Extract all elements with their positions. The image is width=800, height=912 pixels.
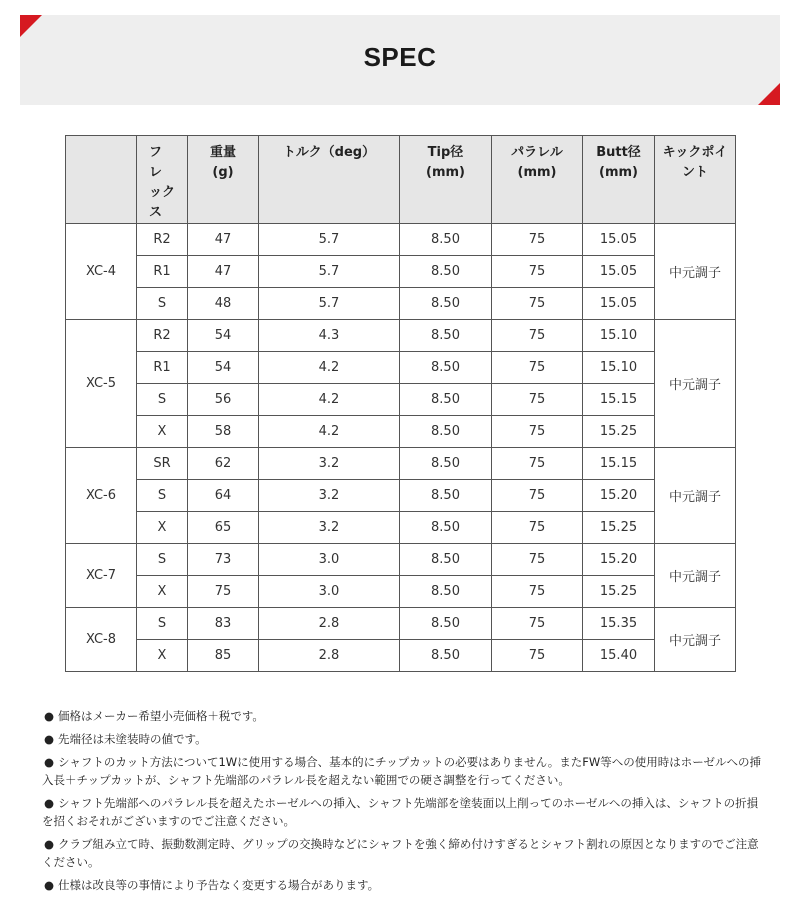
bullet-icon: ● xyxy=(44,837,55,851)
torque-cell: 3.0 xyxy=(259,544,400,576)
parallel-cell: 75 xyxy=(492,288,583,320)
page-title: SPEC xyxy=(363,42,437,72)
flex-cell: X xyxy=(137,640,188,672)
butt-cell: 15.10 xyxy=(583,352,655,384)
bullet-icon: ● xyxy=(44,796,55,810)
flex-cell: S xyxy=(137,544,188,576)
table-row xyxy=(66,320,736,352)
model-cell: XC-7 xyxy=(66,544,137,608)
note-text: 仕様は改良等の事情により予告なく変更する場合があります。 xyxy=(58,878,380,892)
note-item xyxy=(42,794,762,830)
parallel-cell: 75 xyxy=(492,480,583,512)
weight-cell: 56 xyxy=(188,384,259,416)
torque-cell: 2.8 xyxy=(259,608,400,640)
flex-cell: X xyxy=(137,416,188,448)
corner-accent-top-left xyxy=(20,15,42,37)
tip-cell: 8.50 xyxy=(400,256,492,288)
model-cell: XC-5 xyxy=(66,320,137,448)
parallel-cell: 75 xyxy=(492,448,583,480)
butt-cell: 15.20 xyxy=(583,544,655,576)
header-flex: フ レ ックス xyxy=(137,136,188,224)
header-weight: 重量 (g) xyxy=(188,136,259,224)
flex-cell: S xyxy=(137,480,188,512)
flex-cell: R1 xyxy=(137,352,188,384)
note-text: クラブ組み立て時、振動数測定時、グリップの交換時などにシャフトを強く締め付けすぎるとシャフト割れの原因となりますのでご注意ください。 xyxy=(42,837,759,869)
table-row xyxy=(66,480,736,512)
table-row xyxy=(66,512,736,544)
torque-cell: 5.7 xyxy=(259,256,400,288)
flex-cell: R1 xyxy=(137,256,188,288)
parallel-cell: 75 xyxy=(492,544,583,576)
spec-table xyxy=(65,135,736,672)
parallel-cell: 75 xyxy=(492,352,583,384)
weight-cell: 73 xyxy=(188,544,259,576)
torque-cell: 3.2 xyxy=(259,448,400,480)
torque-cell: 2.8 xyxy=(259,640,400,672)
tip-cell: 8.50 xyxy=(400,224,492,256)
table-row xyxy=(66,544,736,576)
table-row xyxy=(66,256,736,288)
parallel-cell: 75 xyxy=(492,640,583,672)
butt-cell: 15.15 xyxy=(583,384,655,416)
butt-cell: 15.05 xyxy=(583,288,655,320)
weight-cell: 75 xyxy=(188,576,259,608)
flex-cell: S xyxy=(137,384,188,416)
kick-point-cell: 中元調子 xyxy=(655,608,736,672)
weight-cell: 54 xyxy=(188,352,259,384)
butt-cell: 15.15 xyxy=(583,448,655,480)
table-row xyxy=(66,352,736,384)
table-row xyxy=(66,384,736,416)
weight-cell: 54 xyxy=(188,320,259,352)
butt-cell: 15.25 xyxy=(583,416,655,448)
bullet-icon: ● xyxy=(44,755,55,769)
weight-cell: 58 xyxy=(188,416,259,448)
torque-cell: 3.2 xyxy=(259,512,400,544)
header-model xyxy=(66,136,137,224)
model-cell: XC-8 xyxy=(66,608,137,672)
weight-cell: 62 xyxy=(188,448,259,480)
notes-list xyxy=(42,707,762,899)
butt-cell: 15.25 xyxy=(583,512,655,544)
note-text: 先端径は未塗装時の値です。 xyxy=(58,732,207,746)
flex-cell: X xyxy=(137,512,188,544)
table-row xyxy=(66,608,736,640)
butt-cell: 15.20 xyxy=(583,480,655,512)
torque-cell: 4.3 xyxy=(259,320,400,352)
torque-cell: 4.2 xyxy=(259,384,400,416)
note-text: シャフト先端部へのパラレル長を超えたホーゼルへの挿入、シャフト先端部を塗装面以上削ってのホーゼルへの挿入は、シャフトの折損を招くおそれがございますのでご注意ください。 xyxy=(42,796,759,828)
tip-cell: 8.50 xyxy=(400,544,492,576)
note-item xyxy=(42,730,762,748)
tip-cell: 8.50 xyxy=(400,448,492,480)
parallel-cell: 75 xyxy=(492,416,583,448)
header-parallel: パラレル (mm) xyxy=(492,136,583,224)
tip-cell: 8.50 xyxy=(400,512,492,544)
torque-cell: 4.2 xyxy=(259,352,400,384)
model-cell: XC-6 xyxy=(66,448,137,544)
flex-cell: X xyxy=(137,576,188,608)
parallel-cell: 75 xyxy=(492,224,583,256)
kick-point-cell: 中元調子 xyxy=(655,224,736,320)
butt-cell: 15.05 xyxy=(583,256,655,288)
torque-cell: 3.0 xyxy=(259,576,400,608)
parallel-cell: 75 xyxy=(492,256,583,288)
parallel-cell: 75 xyxy=(492,384,583,416)
weight-cell: 83 xyxy=(188,608,259,640)
spec-banner xyxy=(20,15,780,105)
torque-cell: 4.2 xyxy=(259,416,400,448)
model-cell: XC-4 xyxy=(66,224,137,320)
parallel-cell: 75 xyxy=(492,576,583,608)
bullet-icon: ● xyxy=(44,709,55,723)
weight-cell: 85 xyxy=(188,640,259,672)
torque-cell: 5.7 xyxy=(259,288,400,320)
torque-cell: 5.7 xyxy=(259,224,400,256)
table-row xyxy=(66,224,736,256)
flex-cell: R2 xyxy=(137,320,188,352)
header-butt: Butt径 (mm) xyxy=(583,136,655,224)
bullet-icon: ● xyxy=(44,732,55,746)
weight-cell: 64 xyxy=(188,480,259,512)
flex-cell: S xyxy=(137,288,188,320)
table-body xyxy=(66,224,736,672)
table-row xyxy=(66,416,736,448)
table-row xyxy=(66,448,736,480)
weight-cell: 47 xyxy=(188,224,259,256)
tip-cell: 8.50 xyxy=(400,480,492,512)
flex-cell: R2 xyxy=(137,224,188,256)
parallel-cell: 75 xyxy=(492,320,583,352)
kick-point-cell: 中元調子 xyxy=(655,320,736,448)
weight-cell: 48 xyxy=(188,288,259,320)
tip-cell: 8.50 xyxy=(400,640,492,672)
table-header-row xyxy=(66,136,736,224)
note-item xyxy=(42,753,762,789)
tip-cell: 8.50 xyxy=(400,352,492,384)
tip-cell: 8.50 xyxy=(400,384,492,416)
butt-cell: 15.05 xyxy=(583,224,655,256)
tip-cell: 8.50 xyxy=(400,416,492,448)
note-item xyxy=(42,835,762,871)
bullet-icon: ● xyxy=(44,878,55,892)
flex-cell: S xyxy=(137,608,188,640)
flex-cell: SR xyxy=(137,448,188,480)
header-tip: Tip径 (mm) xyxy=(400,136,492,224)
tip-cell: 8.50 xyxy=(400,320,492,352)
weight-cell: 65 xyxy=(188,512,259,544)
tip-cell: 8.50 xyxy=(400,576,492,608)
weight-cell: 47 xyxy=(188,256,259,288)
tip-cell: 8.50 xyxy=(400,608,492,640)
note-item xyxy=(42,707,762,725)
kick-point-cell: 中元調子 xyxy=(655,544,736,608)
note-text: シャフトのカット方法について1Wに使用する場合、基本的にチップカットの必要はありません。またFW等への使用時はホーゼルへの挿入長＋チップカットが、シャフト先端部のパラレル長を超えない範囲での硬さ調整を行ってください。 xyxy=(42,755,762,787)
table-row xyxy=(66,288,736,320)
butt-cell: 15.10 xyxy=(583,320,655,352)
header-torque: トルク（deg） xyxy=(259,136,400,224)
corner-accent-bottom-right xyxy=(758,83,780,105)
note-text: 価格はメーカー希望小売価格＋税です。 xyxy=(58,709,264,723)
butt-cell: 15.25 xyxy=(583,576,655,608)
kick-point-cell: 中元調子 xyxy=(655,448,736,544)
torque-cell: 3.2 xyxy=(259,480,400,512)
tip-cell: 8.50 xyxy=(400,288,492,320)
header-kick-point: キックポイ ント xyxy=(655,136,736,224)
butt-cell: 15.35 xyxy=(583,608,655,640)
table-row xyxy=(66,640,736,672)
parallel-cell: 75 xyxy=(492,512,583,544)
parallel-cell: 75 xyxy=(492,608,583,640)
note-item xyxy=(42,876,762,894)
butt-cell: 15.40 xyxy=(583,640,655,672)
table-row xyxy=(66,576,736,608)
